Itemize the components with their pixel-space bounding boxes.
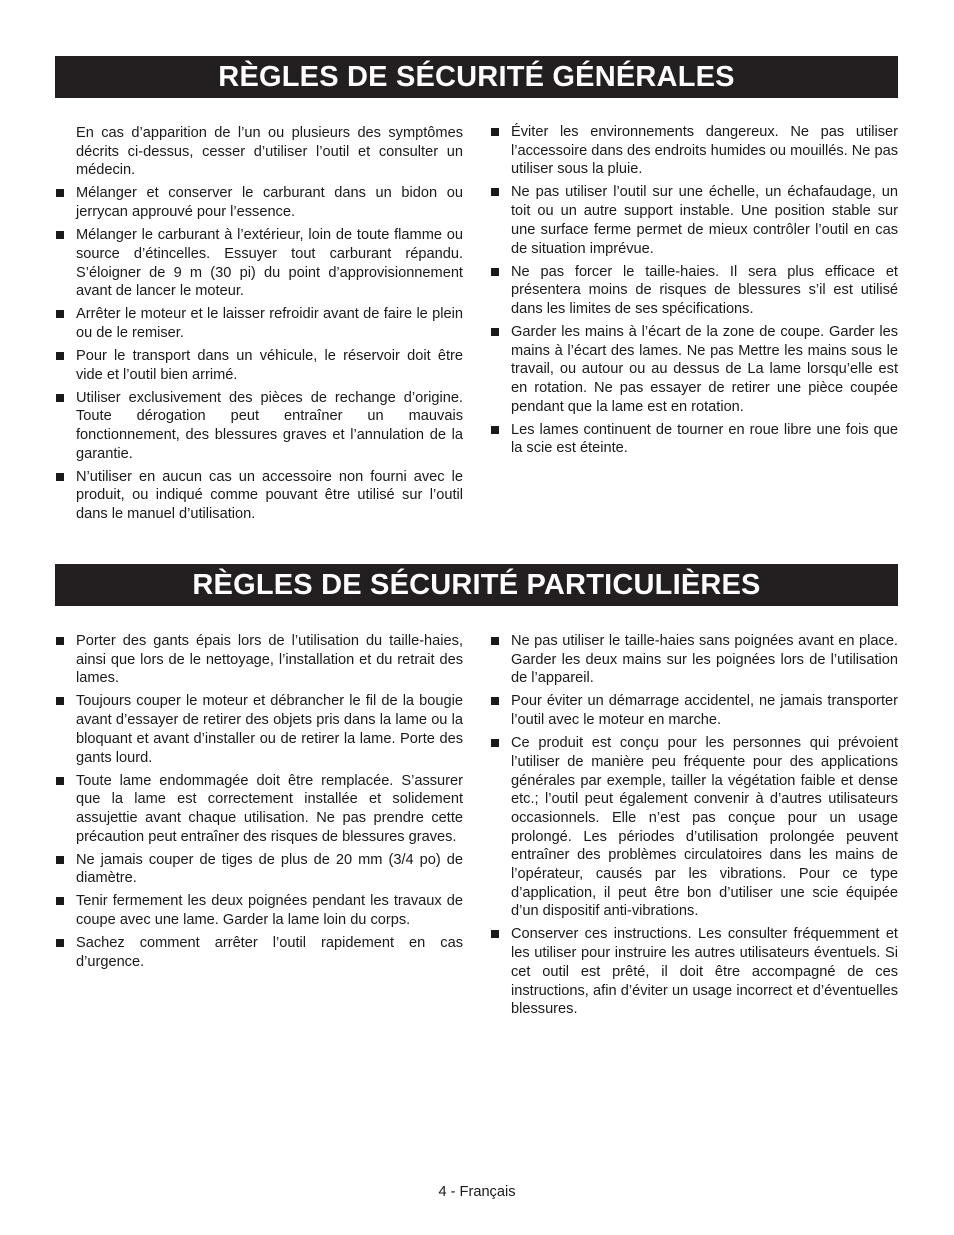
bullet-item xyxy=(511,123,898,179)
bullet-item xyxy=(76,892,463,929)
square-bullet-icon xyxy=(491,930,499,938)
bullet-item xyxy=(76,305,463,342)
square-bullet-icon xyxy=(56,189,64,197)
square-bullet-icon xyxy=(56,310,64,318)
item-text: Ne pas utiliser le taille-haies sans poignées avant en place. Garder les deux mains sur les poignées lors de l’utilisation de l’appareil. xyxy=(511,633,898,687)
square-bullet-icon xyxy=(56,231,64,239)
bullet-item xyxy=(511,421,898,458)
square-bullet-icon xyxy=(491,637,499,645)
bullet-item xyxy=(76,692,463,767)
bullet-item xyxy=(76,632,463,688)
item-text: Toute lame endommagée doit être remplacée. S’assurer que la lame est correctement installée et solidement assujettie avant chaque utilisation. Ne pas prendre cette précaution peut entraîner des risques de blessures graves. xyxy=(76,772,463,845)
square-bullet-icon xyxy=(56,637,64,645)
bullet-item xyxy=(76,772,463,847)
bullet-item xyxy=(76,934,463,971)
bullet-item xyxy=(511,323,898,417)
item-text: Conserver ces instructions. Les consulter fréquemment et les utiliser pour instruire les autres utilisateurs éventuels. Si cet outil est prêté, il doit être accompagné de ces instructions, afin d’éviter un usage incorrect et d’éventuelles blessures. xyxy=(511,926,898,1018)
specific-rules-right-column xyxy=(511,632,898,1023)
paragraph-item xyxy=(76,124,463,180)
square-bullet-icon xyxy=(491,739,499,747)
general-rules-left-column xyxy=(76,124,463,528)
item-text: Sachez comment arrêter l’outil rapidement en cas d’urgence. xyxy=(76,935,463,970)
item-text: Toujours couper le moteur et débrancher le fil de la bougie avant d’essayer de retirer des objets pris dans la lame ou la bloquant et avant d’installer ou de retirer la lame. Porte des gants lourd. xyxy=(76,693,463,766)
square-bullet-icon xyxy=(491,426,499,434)
bullet-item xyxy=(76,184,463,221)
specific-rules-left-column xyxy=(76,632,463,976)
item-text: Ne pas utiliser l’outil sur une échelle, un échafaudage, un toit ou un autre support instable. Une position stable sur une surface ferme permet de mieux contrôler l’outil en cas de situation imprévue. xyxy=(511,184,898,257)
square-bullet-icon xyxy=(491,128,499,136)
page-footer xyxy=(0,1184,954,1200)
bullet-item xyxy=(76,468,463,524)
item-text: En cas d’apparition de l’un ou plusieurs des symptômes décrits ci-dessus, cesser d’utiliser l’outil et consulter un médecin. xyxy=(76,125,463,179)
bullet-item xyxy=(511,632,898,688)
general-rules-right-column xyxy=(511,123,898,462)
section-heading-text: RÈGLES DE SÉCURITÉ PARTICULIÈRES xyxy=(192,568,761,601)
bullet-item xyxy=(76,347,463,384)
bullet-item xyxy=(76,226,463,301)
bullet-item xyxy=(511,183,898,258)
bullet-item xyxy=(76,389,463,464)
square-bullet-icon xyxy=(491,697,499,705)
square-bullet-icon xyxy=(56,697,64,705)
item-text: Ne jamais couper de tiges de plus de 20 mm (3/4 po) de diamètre. xyxy=(76,851,463,887)
bullet-item xyxy=(511,263,898,319)
bullet-item xyxy=(76,851,463,888)
item-text: Garder les mains à l’écart de la zone de coupe. Garder les mains à l’écart des lames. Ne pas Mettre les mains sous le travail, ou autour ou au dessus de La lame lorsqu’elle est en rotation. Ne pas essayer de retirer une pièce coupée pendant que la lame est en rotation. xyxy=(511,323,898,415)
item-text: Arrêter le moteur et le laisser refroidir avant de faire le plein ou de le remiser. xyxy=(76,306,463,341)
section-heading-specific-safety xyxy=(55,564,898,606)
section-heading-general-safety xyxy=(55,56,898,98)
item-text: Mélanger et conserver le carburant dans un bidon ou jerrycan approuvé pour l’essence. xyxy=(76,185,463,221)
square-bullet-icon xyxy=(56,394,64,402)
square-bullet-icon xyxy=(56,777,64,785)
square-bullet-icon xyxy=(56,473,64,481)
item-text: Ce produit est conçu pour les personnes qui prévoient l’utiliser de manière peu fréquente pour des applications générales par exemple, tailler la végétation faible et dense etc.; l’outil peut également convenir à d’autres utilisateurs occasionnels. Elle n’est pas conçue pour un usage prolongé. Les périodes d’utilisation prolongée peuvent entraîner des problèmes circulatoires dans les mains de l’opérateur, causés par les vibrations. Pour ce type d’application, il peut être bon d’utiliser une scie équipée d’un dispositif anti-vibrations. xyxy=(511,735,898,920)
item-text: Ne pas forcer le taille-haies. Il sera plus efficace et présentera moins de risques de blessures s’il est utilisé dans les limites de ses spécifications. xyxy=(511,263,898,317)
square-bullet-icon xyxy=(56,856,64,864)
item-text: Mélanger le carburant à l’extérieur, loin de toute flamme ou source d’étincelles. Essuyer tout carburant répandu. S’éloigner de 9 m (30 pi) du point d’approvisionnement avant de lancer le moteur. xyxy=(76,227,463,300)
item-text: Pour éviter un démarrage accidentel, ne jamais transporter l’outil avec le moteur en marche. xyxy=(511,693,898,729)
square-bullet-icon xyxy=(491,328,499,336)
square-bullet-icon xyxy=(56,897,64,905)
item-text: Éviter les environnements dangereux. Ne pas utiliser l’accessoire dans des endroits humides ou mouillés. Ne pas utiliser sous la pluie. xyxy=(511,124,898,178)
item-text: Utiliser exclusivement des pièces de rechange d’origine. Toute dérogation peut entraîner un mauvais fonctionnement, des blessures graves et l’annulation de la garantie. xyxy=(76,389,463,462)
square-bullet-icon xyxy=(56,939,64,947)
section-heading-text: RÈGLES DE SÉCURITÉ GÉNÉRALES xyxy=(218,60,735,93)
item-text: Tenir fermement les deux poignées pendant les travaux de coupe avec une lame. Garder la lame loin du corps. xyxy=(76,893,463,929)
bullet-item xyxy=(511,734,898,921)
bullet-item xyxy=(511,925,898,1019)
square-bullet-icon xyxy=(491,188,499,196)
item-text: Pour le transport dans un véhicule, le réservoir doit être vide et l’outil bien arrimé. xyxy=(76,347,463,383)
square-bullet-icon xyxy=(491,268,499,276)
item-text: Les lames continuent de tourner en roue libre une fois que la scie est éteinte. xyxy=(511,421,898,457)
page-number-label: 4 - Français xyxy=(438,1184,516,1200)
bullet-item xyxy=(511,692,898,729)
square-bullet-icon xyxy=(56,352,64,360)
item-text: N’utiliser en aucun cas un accessoire non fourni avec le produit, ou indiqué comme pouvant être utilisé sur l’outil dans le manuel d’utilisation. xyxy=(76,468,463,523)
item-text: Porter des gants épais lors de l’utilisation du taille-haies, ainsi que lors de le nettoyage, l’installation et du retrait des lames. xyxy=(76,633,463,687)
